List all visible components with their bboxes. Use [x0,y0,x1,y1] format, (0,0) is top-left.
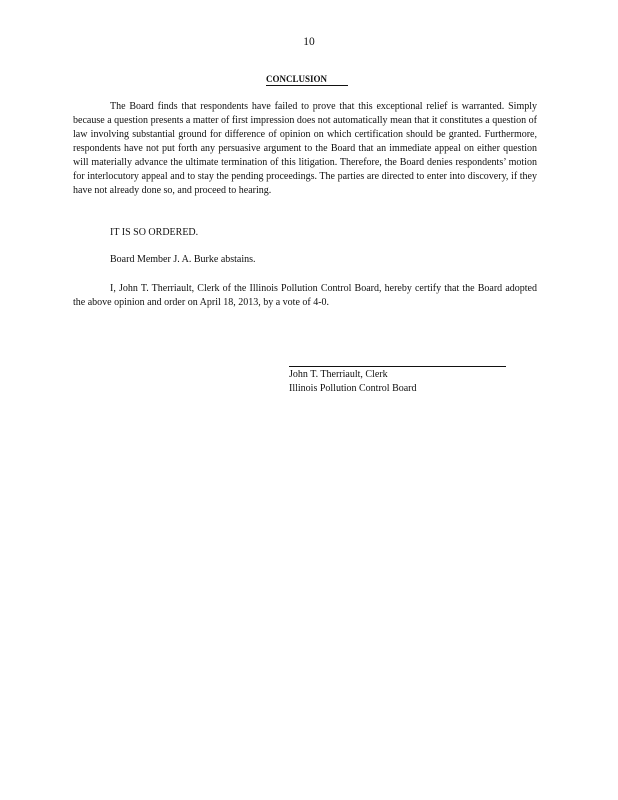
signature-organization: Illinois Pollution Control Board [289,383,417,394]
conclusion-paragraph: The Board finds that respondents have failed to prove that this exceptional relief is warranted. Simply because a question presents a matter of first impression does not automatically mean that it constitutes a question of law involving substantial ground for difference of opinion on which certification should be granted. Furthermore, respondents have not put forth any persuasive argument to the Board that an immediate appeal on either question will materially advance the ultimate termination of this litigation. Therefore, the Board denies respondents’ motion for interlocutory appeal and to stay the pending proceedings. The parties are directed to enter into discovery, if they have not already done so, and proceed to hearing. [73,101,537,196]
abstention-paragraph: Board Member J. A. Burke abstains. [110,254,256,265]
signature-block [289,368,417,396]
section-heading-text: CONCLUSION [266,74,328,84]
signature-line [289,366,506,367]
order-paragraph: IT IS SO ORDERED. [110,227,199,238]
page-number: 10 [303,36,315,48]
signature-name-title: John T. Therriault, Clerk [289,369,388,380]
section-heading [266,73,348,86]
certification-paragraph: I, John T. Therriault, Clerk of the Illinois Pollution Control Board, hereby certify that the Board adopted the above opinion and order on April 18, 2013, by a vote of 4-0. [73,283,537,308]
